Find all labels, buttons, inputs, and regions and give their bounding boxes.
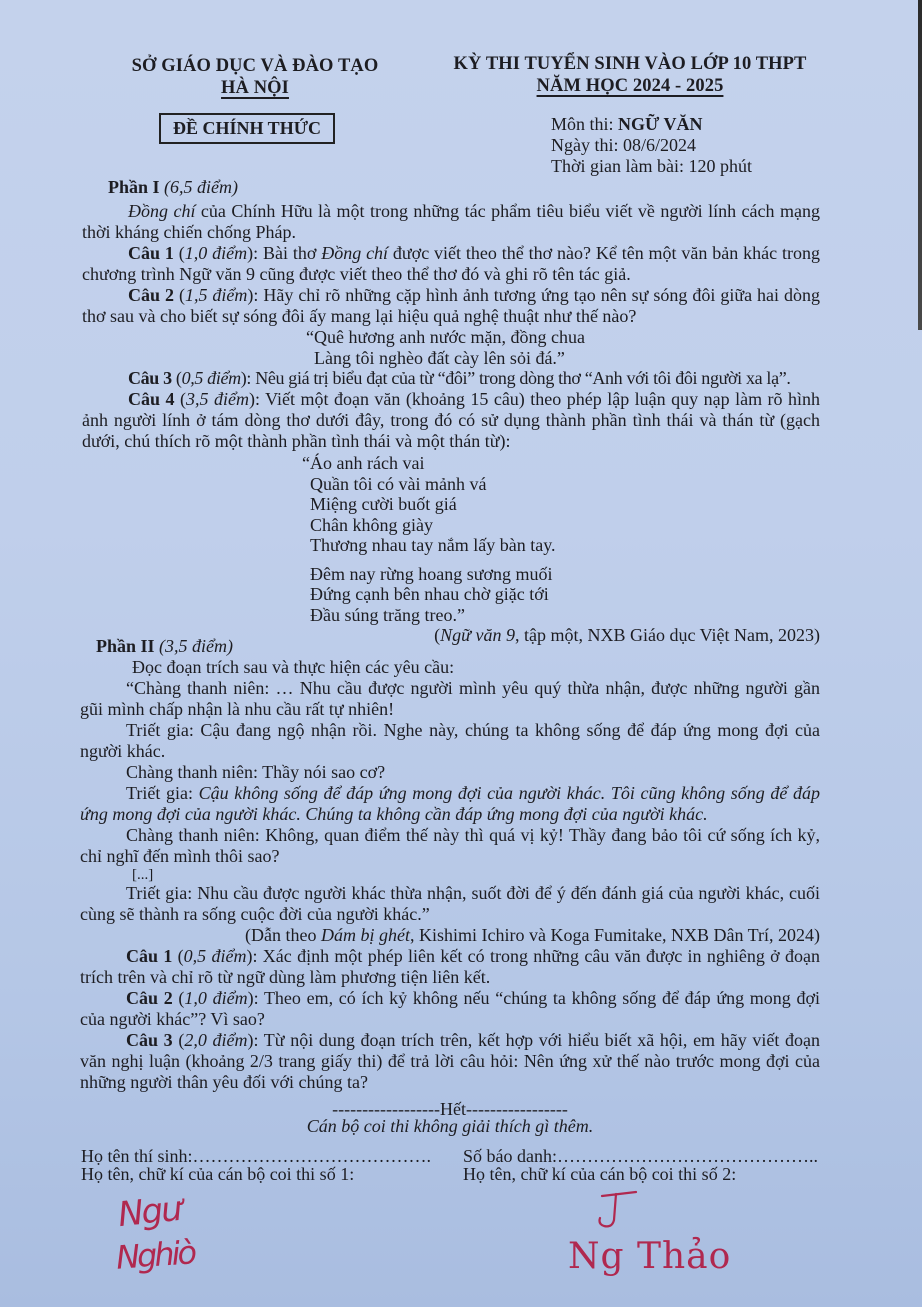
- poem-line: Đêm nay rừng hoang sương muối: [310, 563, 553, 584]
- part-1-question-3: Câu 3 (0,5 điểm): Nêu giá trị biểu đạt của từ “đôi” trong dòng thơ “Anh với tôi đôi người xa lạ”.: [128, 368, 791, 388]
- candidate-number-field: Số báo danh:……………………………………..: [463, 1146, 818, 1166]
- poem-line: Miệng cười buốt giá: [310, 494, 457, 514]
- part-1-intro: Đồng chí của Chính Hữu là một trong những tác phẩm tiêu biểu viết về người lính cách mạng thời kháng chiến chống Pháp.: [82, 201, 820, 242]
- dialogue-line: “Chàng thanh niên: … Nhu cầu được người mình yêu quý thừa nhận, được những người gần gũi mình chấp nhận là nhu cầu rất tự nhiên!: [80, 678, 820, 719]
- dialogue-line: Chàng thanh niên: Không, quan điểm thế này thì quá vị kỷ! Thầy đang bảo tôi cứ sống ích kỷ, chỉ nghĩ đến mình thôi sao?: [80, 825, 820, 866]
- quoted-verse: “Quê hương anh nước mặn, đồng chua Làng tôi nghèo đất cày lên sỏi đá.”: [306, 327, 585, 368]
- proctor-1-label: Họ tên, chữ kí của cán bộ coi thi số 1:: [81, 1164, 355, 1184]
- part-2-question-2: Câu 2 (1,0 điểm): Theo em, có ích kỷ không nếu “chúng ta không sống để đáp ứng mong đợi của người khác”? Vì sao?: [80, 988, 820, 1029]
- end-marker: ------------------Hết-----------------: [332, 1099, 568, 1119]
- part-2-instruction: Đọc đoạn trích sau và thực hiện các yêu cầu:: [132, 657, 455, 677]
- poem-line: Thương nhau tay nắm lấy bàn tay.: [310, 535, 556, 555]
- poem-line: Chân không giày: [310, 514, 433, 535]
- dialogue-line: Triết gia: Cậu đang ngộ nhận rồi. Nghe này, chúng ta không sống để đáp ứng mong đợi của người khác.: [80, 720, 820, 761]
- part-2: [80, 636, 820, 1093]
- proctor-note: Cán bộ coi thi không giải thích gì thêm.: [306, 1116, 594, 1136]
- poem-line: “Áo anh rách vai: [302, 453, 425, 473]
- proctor-1-signature-line2: Nghiò: [114, 1233, 196, 1277]
- proctor-2-initial-mark: [594, 1190, 644, 1238]
- dialogue-line: Chàng thanh niên: Thầy nói sao cơ?: [126, 762, 386, 782]
- proctor-2-label: Họ tên, chữ kí của cán bộ coi thi số 2:: [463, 1164, 737, 1184]
- exam-title-block: [430, 53, 830, 97]
- proctor-1-signature-line1: Ngư: [116, 1188, 183, 1236]
- poem-source: (Ngữ văn 9, tập một, NXB Giáo dục Việt Nam, 2023): [434, 625, 820, 645]
- proctor-2-signature: Ng Thảo: [568, 1236, 732, 1277]
- issuer-department: SỞ GIÁO DỤC VÀ ĐÀO TẠO: [131, 56, 379, 76]
- poem-line: Quần tôi có vài mảnh vá: [310, 473, 487, 494]
- part-2-heading: Phần II (3,5 điểm): [96, 636, 234, 656]
- dialogue-line-italic: Triết gia: Cậu không sống để đáp ứng mong đợi của người khác. Tôi cũng không sống để đáp ứng mong đợi của người khác. Chúng ta không cần đáp ứng mong đợi của người khác.: [80, 783, 820, 824]
- dialogue-ellipsis: [...]: [132, 867, 154, 883]
- part-2-question-1: Câu 1 (0,5 điểm): Xác định một phép liên kết có trong những câu văn được in nghiêng ở đoạn trích trên và chỉ rõ từ ngữ dùng làm phương tiện liên kết.: [80, 946, 821, 987]
- subject-line: Môn thi: NGỮ VĂN: [551, 114, 703, 134]
- part-1-heading: Phần I (6,5 điểm): [108, 177, 239, 197]
- part-1-question-1: Câu 1 (1,0 điểm): Bài thơ Đồng chí được viết theo thể thơ nào? Kể tên một văn bản khác trong chương trình Ngữ văn 9 cũng được viết theo thể thơ đó và ghi rõ tên tác giả.: [82, 243, 820, 284]
- dialogue-line: Triết gia: Nhu cầu được người khác thừa nhận, suốt đời để ý đến đánh giá của người khác, cuối cùng sẽ thành ra sống cuộc đời của người khác.”: [80, 883, 820, 924]
- part-2-question-3: Câu 3 (2,0 điểm): Từ nội dung đoạn trích trên, kết hợp với hiểu biết xã hội, em hãy viết đoạn văn nghị luận (khoảng 2/3 trang giấy thi) để trả lời câu hỏi: Nên ứng xử thế nào trước mong đợi của những người thân yêu đối với chúng ta?: [80, 1030, 820, 1092]
- part-1-question-2: Câu 2 (1,5 điểm): Hãy chỉ rõ những cặp hình ảnh tương ứng tạo nên sự sóng đôi giữa hai dòng thơ sau và cho biết sự sóng đôi ấy mang lại hiệu quả nghệ thuật như thế nào?: [82, 285, 820, 326]
- poem-line: Đứng cạnh bên nhau chờ giặc tới: [310, 584, 549, 604]
- subject-value: NGỮ VĂN: [618, 114, 703, 134]
- photo-edge-shadow: [918, 0, 922, 330]
- part-1-question-4: Câu 4 (3,5 điểm): Viết một đoạn văn (khoảng 15 câu) theo phép lập luận quy nạp làm rõ hình ảnh người lính ở tám dòng thơ dưới đây, trong đó có sử dụng thành phần tình thái và thán từ (gạch dưới, chú thích rõ một thành phần tình thái và một thán từ):: [82, 389, 821, 451]
- school-year: NĂM HỌC 2024 - 2025: [536, 76, 724, 96]
- excerpt-source: (Dẫn theo Dám bị ghét, Kishimi Ichiro và Koga Fumitake, NXB Dân Trí, 2024): [245, 925, 820, 945]
- exam-title: KỲ THI TUYỂN SINH VÀO LỚP 10 THPT: [453, 54, 807, 74]
- part-1: [82, 177, 820, 646]
- candidate-name-field: Họ tên thí sinh:………………………………….: [81, 1146, 431, 1166]
- official-exam-stamp: ĐỀ CHÍNH THỨC: [159, 113, 335, 144]
- poem-line: Đầu súng trăng treo.”: [310, 604, 465, 625]
- poem-excerpt: [302, 453, 820, 625]
- issuer-block: [120, 55, 390, 99]
- exam-date: Ngày thi: 08/6/2024: [551, 135, 696, 155]
- exam-duration: Thời gian làm bài: 120 phút: [551, 156, 752, 176]
- issuer-city: HÀ NỘI: [221, 78, 289, 98]
- exam-meta: [551, 114, 752, 177]
